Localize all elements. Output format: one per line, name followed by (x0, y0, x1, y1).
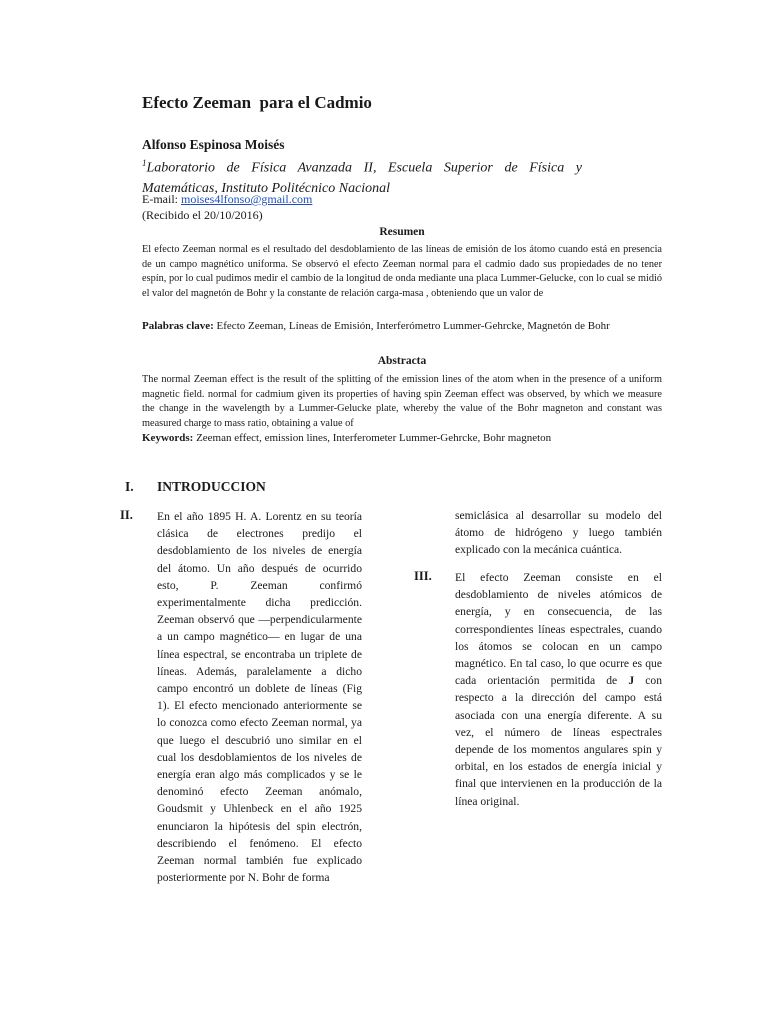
paragraph-ii-continued: semiclásica al desarrollar su modelo del átomo de hidrógeno y luego también explicado con la mecánica cuántica. (455, 509, 662, 557)
affiliation-text: Laboratorio de Física Avanzada II, Escuela Superior de Física y Matemáticas, Instituto Politécnico Nacional (142, 160, 582, 196)
received-date: (Recibido el 20/10/2016) (142, 208, 263, 222)
email-label: E-mail: (142, 192, 181, 206)
paragraph-number-iii: III. (414, 569, 432, 583)
affiliation-marker: 1 (142, 158, 147, 168)
paragraph-iii-symbol-j: J (628, 674, 635, 688)
paragraph-number-ii: II. (120, 508, 133, 522)
paragraph-iii-part-b: con respecto a la dirección del campo está asociada con una energía diferente. A su vez, el número de líneas espectrales depende de los momentos angulares spin y orbital, en los estados de energía inicial y final que intervienen en la producción de la línea original. (455, 674, 662, 808)
resumen-keywords (142, 320, 682, 332)
abstracta-heading: Abstracta (377, 355, 427, 367)
abstracta-text: The normal Zeeman effect is the result of the splitting of the emission lines of the atom when in the presence of a uniform magnetic field. normal for cadmium given its properties of having spin Zeeman effect was observed, by which we measure the change in the wavelength by a Lummer-Gelucke plate, whereby the value of the Bohr magneton and constant was measured charge to mass ratio, obtaining a value of (142, 374, 662, 429)
author-name: Alfonso Espinosa Moisés (142, 137, 285, 152)
paragraph-iii-text (455, 569, 662, 810)
resumen-heading: Resumen (379, 226, 425, 238)
email-link[interactable]: moises4lfonso@gmail.com (181, 192, 313, 206)
paper-title: Efecto Zeeman para el Cadmio (142, 93, 372, 112)
paragraph-ii-text: En el año 1895 H. A. Lorentz en su teoría clásica de electrones predijo el desdoblamiento de los niveles de energía del átomo. Un año después de ocurrido esto, P. Zeeman confirmó experimentalmente dicha predicción. Zeeman observó que —perpendicularmente a un campo magnético— en lugar de una línea espectral, se encontraba un triplete de líneas. Además, paralelamente a dicho campo encontró un doblete de líneas (Fig 1). El efecto mencionado anteriormente se lo conozca como efecto Zeeman normal, ya que luego el descubrió uno similar en el cual los desdoblamientos de los niveles de energía eran algo más complicados y se le denominó efecto Zeeman anómalo, Goudsmit y Uhlenbeck en el año 1925 enunciaron la hipótesis del spin electrón, describiendo el fenómeno. El efecto Zeeman normal también fue explicado posteriormente por N. Bohr de forma (157, 510, 362, 885)
section-number: I. (125, 479, 134, 494)
author-email-line (142, 192, 312, 207)
keywords-label: Palabras clave: (142, 320, 214, 332)
resumen-text: El efecto Zeeman normal es el resultado del desdoblamiento de las líneas de emisión de los átomo cuando está en presencia de un campo magnético uniforma. Se observó el efecto Zeeman normal para el cadmio dado sus propiedades de no tener espín, por lo cual pudimos medir el cambio de la longitud de onda mediante una placa Lummer-Gelucke, con lo cual se midió el valor del magnetón de Bohr y la constante de relación carga-masa , obteniendo que un valor de (142, 244, 662, 299)
keywords-text-en: Zeeman effect, emission lines, Interferometer Lummer-Gehrcke, Bohr magneton (193, 432, 552, 444)
paragraph-iii-part-a: El efecto Zeeman consiste en el desdoblamiento de niveles atómicos de energía, y en consecuencia, de las correspondientes líneas espectrales, cuando los átomos se colocan en un campo magnético. En tal caso, lo que ocurre es que cada orientación permitida de (455, 571, 662, 688)
abstracta-keywords (142, 432, 682, 444)
keywords-label-en: Keywords: (142, 432, 194, 444)
section-title: INTRODUCCION (157, 479, 266, 494)
keywords-text: Efecto Zeeman, Líneas de Emisión, Interferómetro Lummer-Gehrcke, Magnetón de Bohr (213, 320, 610, 332)
